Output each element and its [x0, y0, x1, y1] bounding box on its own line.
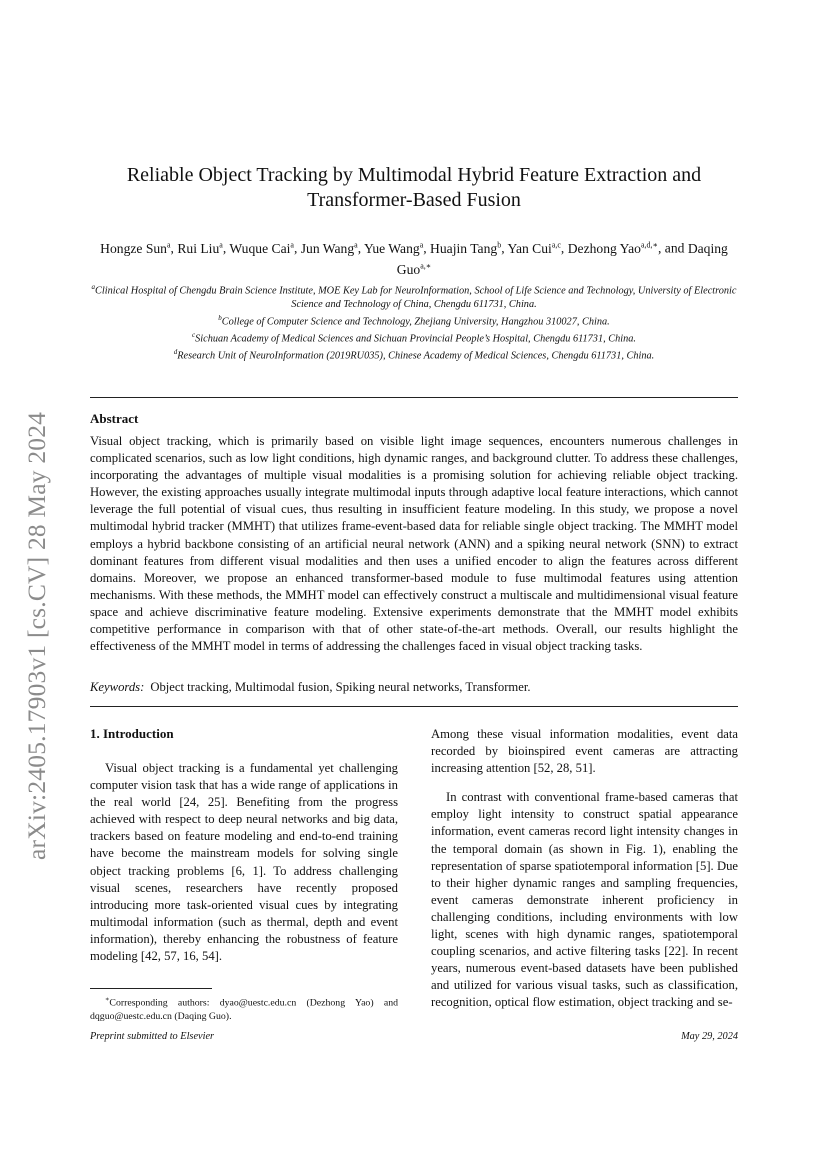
body-paragraph: In contrast with conventional frame-based cameras that employ light intensity to construct spatial appearance information, event cameras record light intensity changes in the temporal domain (as shown in Fig. 1), enabling the representation of sparse spatiotemporal information [5]. Due to their higher dynamic ranges and sampling frequencies, event cameras demonstrate inherent proficiency in challenging conditions, including environments with low light, scenes with high dynamic ranges, spatiotemporal coupling scenarios, and active filtering tasks [22]. In recent years, numerous event-based datasets have been published and utilized for various visual tasks, such as classification, recognition, optical flow estimation, object tracking and se- — [431, 790, 738, 1010]
author: Rui Liu$^a$ — [177, 240, 223, 256]
paper-title: Reliable Object Tracking by Multimodal Hybrid Feature Extraction and Transformer-Based Fusion — [126, 164, 702, 211]
affiliation: $^d$Research Unit of NeuroInformation (2019RU035), Chinese Academy of Medical Sciences, Chengdu 611731, China. — [173, 347, 655, 362]
footnote: ∗Corresponding authors: dyao@uestc.edu.cn (Dezhong Yao) and dqguo@uestc.edu.cn (Daqing Guo). — [90, 996, 398, 1023]
affiliation: $^a$Clinical Hospital of Chengdu Brain Science Institute, MOE Key Lab for NeuroInformation, School of Life Science and Technology, University of Electronic Science and Technology of China, Chengdu 611731, China. — [91, 283, 737, 311]
keywords-text: Object tracking, Multimodal fusion, Spiking neural networks, Transformer. — [150, 680, 531, 694]
section-heading: 1. Introduction — [90, 726, 174, 741]
abstract-text: Visual object tracking, which is primarily based on visible light image sequences, encounters numerous challenges in complicated scenarios, such as low light conditions, high dynamic ranges, and background clutter. To address these challenges, incorporating the advantages of multiple visual modalities is a promising solution for achieving reliable object tracking. However, the existing approaches usually integrate multimodal inputs through adaptive local feature interactions, which cannot leverage the full potential of visual cues, thus resulting in insufficient feature modeling. In this study, we propose a novel multimodal hybrid tracker (MMHT) that utilizes frame-event-based data for reliable single object tracking. The MMHT model employs a hybrid backbone consisting of an artificial neural network (ANN) and a spiking neural network (SNN) to extract dominant features from different visual modalities and then uses a unified encoder to align the features across different domains. Moreover, we propose an enhanced transformer-based module to fuse multimodal features using attention mechanisms. With these methods, the MMHT model can effectively construct a multiscale and multidimensional visual feature space and achieve discriminative feature modeling. Extensive experiments demonstrate that the MMHT model exhibits competitive performance in comparison with that of other state-of-the-art methods. Overall, our results highlight the effectiveness of the MMHT model in terms of addressing the challenges faced in visual object tracking tasks. — [90, 434, 738, 654]
author: Yue Wang$^a$ — [364, 240, 424, 256]
keywords-label: Keywords: — [90, 680, 145, 694]
arxiv-sidebar-stamp: arXiv:2405.17903v1 [cs.CV] 28 May 2024 — [22, 411, 51, 860]
author: Wuque Cai$^a$ — [229, 240, 294, 256]
author-list: Hongze Sun$^a$, Rui Liu$^a$, Wuque Cai$^a$, Jun Wang$^a$, Yue Wang$^a$, Huajin Tang$^b$, Yan Cui$^{a,c}$, Dezhong Yao$^{a,d,∗}$, and Daqing Guo$^{a,∗}$ — [100, 240, 728, 278]
left-column — [90, 726, 398, 977]
affiliations — [86, 281, 742, 363]
keywords — [90, 680, 738, 695]
abstract-heading: Abstract — [90, 411, 139, 426]
author: Daqing Guo$^{a,∗}$ — [396, 240, 728, 278]
right-column — [431, 726, 738, 1024]
footer-date: May 29, 2024 — [681, 1031, 738, 1042]
body-paragraph: Among these visual information modalities, event data recorded by bioinspired event cameras are attracting increasing attention [52, 28, 51]. — [431, 727, 738, 776]
abstract-top-rule — [90, 397, 738, 398]
author: Dezhong Yao$^{a,d,∗}$ — [567, 240, 658, 256]
affiliation: $^c$Sichuan Academy of Medical Sciences and Sichuan Provincial People’s Hospital, Chengdu 611731, China. — [192, 330, 636, 345]
body-paragraph: Visual object tracking is a fundamental yet challenging computer vision task that has a wide range of applications in the real world [24, 25]. Benefiting from the progress achieved with respect to deep neural networks and big data, trackers based on feature modeling and end-to-end training have become the mainstream models for solving single object tracking problems [6, 1]. To address challenging visual scenes, researchers have recently proposed introducing more task-oriented visual cues by integrating multimodal information (such as thermal, depth and event information), thereby enhancing the robustness of feature modeling [42, 57, 16, 54]. — [90, 761, 398, 964]
author: Jun Wang$^a$ — [300, 240, 358, 256]
abstract-bottom-rule — [90, 706, 738, 707]
author: Huajin Tang$^b$ — [430, 240, 502, 256]
footer-preprint-note: Preprint submitted to Elsevier — [90, 1031, 215, 1042]
author: Yan Cui$^{a,c}$ — [507, 240, 561, 256]
affiliation: $^b$College of Computer Science and Technology, Zhejiang University, Hangzhou 310027, China. — [218, 313, 610, 328]
author: Hongze Sun$^a$ — [100, 240, 171, 256]
footnote-rule — [90, 988, 212, 989]
